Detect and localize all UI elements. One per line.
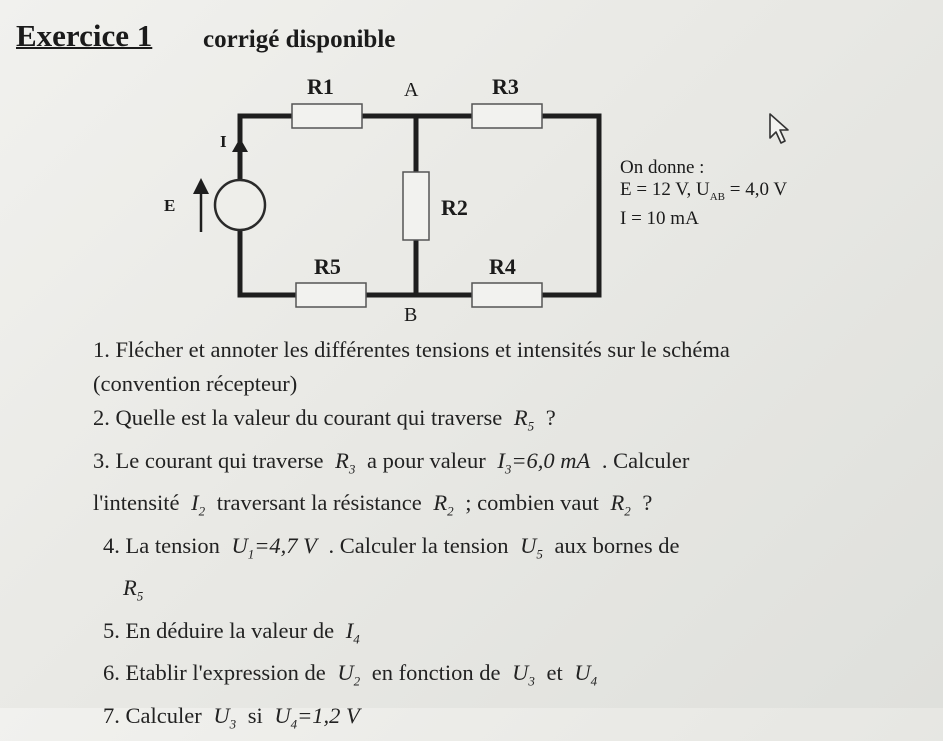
given-line2: I = 10 mA xyxy=(620,208,787,230)
mouse-cursor-icon xyxy=(768,112,790,146)
label-r3: R3 xyxy=(492,74,519,100)
resistor-r3 xyxy=(472,104,542,128)
label-node-a: A xyxy=(404,79,418,102)
resistor-r1 xyxy=(292,104,362,128)
label-r1: R1 xyxy=(307,74,334,100)
resistor-r4 xyxy=(472,283,542,307)
question-1-cont: (convention récepteur) xyxy=(93,367,933,401)
exercise-subtitle: corrigé disponible xyxy=(203,26,395,54)
label-r4: R4 xyxy=(489,254,516,280)
question-1: 1. Flécher et annoter les différentes tensions et intensités sur le schéma xyxy=(93,333,933,367)
label-current-i: I xyxy=(220,132,227,152)
label-r5: R5 xyxy=(314,254,341,280)
given-values xyxy=(620,157,787,230)
question-7: 7. Calculer $U_3$ si $U_4=1,2$ V xyxy=(93,699,933,741)
resistor-r5 xyxy=(296,283,366,307)
exercise-title: Exercice 1 xyxy=(16,18,152,54)
question-4: 4. La tension $U_1=4,7$ V . Calculer la tension $U_5$ aux bornes de xyxy=(93,529,933,572)
emf-arrow-icon xyxy=(193,178,209,194)
question-4-cont: $R_5$ xyxy=(93,571,933,614)
question-5: 5. En déduire la valeur de $I_4$ xyxy=(93,614,933,657)
given-heading: On donne : xyxy=(620,157,787,179)
question-3-cont: l'intensité $I_2$ traversant la résistance $R_2$ ; combien vaut $R_2$ ? xyxy=(93,486,933,529)
voltage-source xyxy=(215,180,265,230)
question-2: 2. Quelle est la valeur du courant qui traverse $R_5$ ? xyxy=(93,401,933,444)
given-line1: E = 12 V, $U_{AB} = 4,0$ V xyxy=(620,179,787,208)
resistor-r2 xyxy=(403,172,429,240)
label-r2: R2 xyxy=(441,195,468,221)
question-6: 6. Etablir l'expression de $U_2$ en fonction de $U_3$ et $U_4$ xyxy=(93,656,933,699)
label-node-b: B xyxy=(404,304,417,327)
questions-list xyxy=(93,333,933,741)
question-3: 3. Le courant qui traverse $R_3$ a pour valeur $I_3=6,0$ mA . Calculer xyxy=(93,444,933,487)
label-source-e: E xyxy=(164,196,175,216)
current-arrow-icon xyxy=(232,138,248,152)
